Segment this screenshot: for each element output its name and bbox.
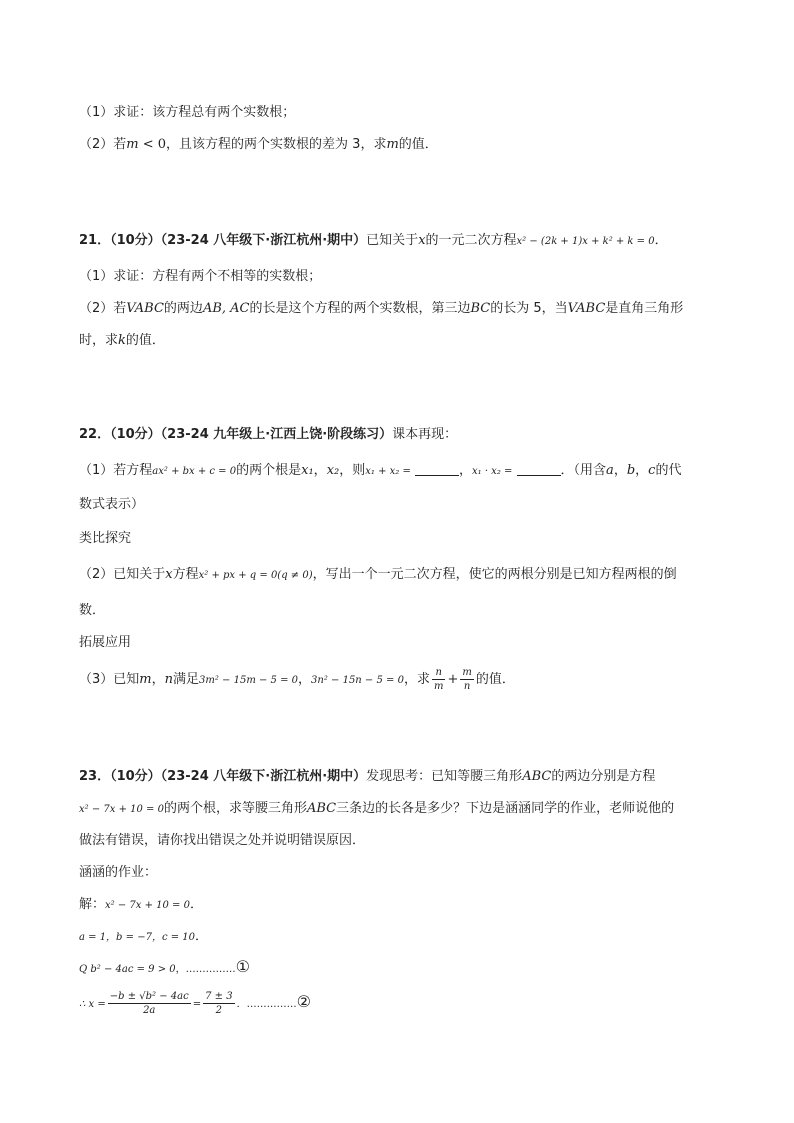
prev-part2: （2）若m < 0，且该方程的两个实数根的差为 3，求m的值． bbox=[79, 137, 438, 152]
q21-stem: 21．（10分）（23-24 八年级下·浙江杭州·期中）已知关于x的一元二次方程x² − (2k + 1)x + k² + k = 0． bbox=[79, 233, 668, 248]
q23-homework-heading: 涵涵的作业： bbox=[79, 865, 158, 880]
fraction-n-over-m: $\frac{n}{m}$ bbox=[433, 667, 444, 692]
root-value-fraction: $\frac{7 \pm 3}{2}$ bbox=[205, 991, 233, 1016]
circled-one-marker: ① bbox=[235, 957, 250, 976]
q22-stem: 22．（10分）（23-24 九年级上·江西上饶·阶段练习）课本再现： bbox=[79, 427, 458, 442]
answer-blank-product[interactable] bbox=[517, 463, 561, 476]
q21-part2-cont: 时，求k的值． bbox=[79, 333, 165, 348]
q23-stem-2: x² − 7x + 10 = 0的两个根，求等腰三角形ABC三条边的长各是多少？下边是涵涵同学的作业，老师说他的 bbox=[79, 801, 675, 816]
q22-part2: （2）已知关于x方程x² + px + q = 0(q ≠ 0)，写出一个一元二次方程，使它的两根分别是已知方程两根的倒 bbox=[79, 567, 677, 582]
fraction-m-over-n: $\frac{m}{n}$ bbox=[462, 667, 472, 692]
q22-part1-cont: 数式表示） bbox=[79, 497, 145, 512]
circled-two-marker: ② bbox=[296, 992, 311, 1011]
quadratic-formula-fraction: $\frac{\text{−b ± √b² − 4ac}}{2a}$ bbox=[109, 991, 189, 1016]
q23-solution-coef: a = 1，b = −7，c = 10． bbox=[79, 929, 209, 944]
q22-ext-heading: 拓展应用 bbox=[79, 635, 132, 650]
q21-part1: （1）求证：方程有两个不相等的实数根； bbox=[79, 269, 322, 284]
q23-solution-disc: Q b² − 4ac = 9 > 0，……………① bbox=[79, 957, 250, 976]
q22-part3: （3）已知m，n满足3m² − 15m − 5 = 0，3n² − 15n − 5 = 0，求 $\frac{n}{m}$ + $\frac{m}{n}$ 的值． bbox=[79, 667, 515, 692]
q22-analog-heading: 类比探究 bbox=[79, 531, 132, 546]
q23-solution-formula: ∴ x = $\frac{\text{−b ± √b² − 4ac}}{2a}$ = $\frac{7 \pm 3}{2}$ ．……………② bbox=[79, 991, 311, 1016]
q23-stem-3: 做法有错误，请你找出错误之处并说明错误原因． bbox=[79, 833, 366, 848]
q22-part1: （1）若方程ax² + bx + c = 0的两个根是x₁，x₂，则x₁ + x₂ = ，x₁ · x₂ = ．（用含a，b，c的代 bbox=[79, 463, 682, 478]
q23-stem: 23．（10分）（23-24 八年级下·浙江杭州·期中）发现思考：已知等腰三角形ABC的两边分别是方程 bbox=[79, 769, 656, 784]
q22-part2-cont: 数． bbox=[79, 603, 106, 618]
answer-blank-sum[interactable] bbox=[415, 463, 459, 476]
q23-solution-eq: 解：x² − 7x + 10 = 0． bbox=[79, 897, 203, 912]
prev-part1: （1）求证：该方程总有两个实数根； bbox=[79, 105, 296, 120]
q21-part2: （2）若VABC的两边AB, AC的长是这个方程的两个实数根，第三边BC的长为 5，当VABC是直角三角形 bbox=[79, 301, 684, 316]
